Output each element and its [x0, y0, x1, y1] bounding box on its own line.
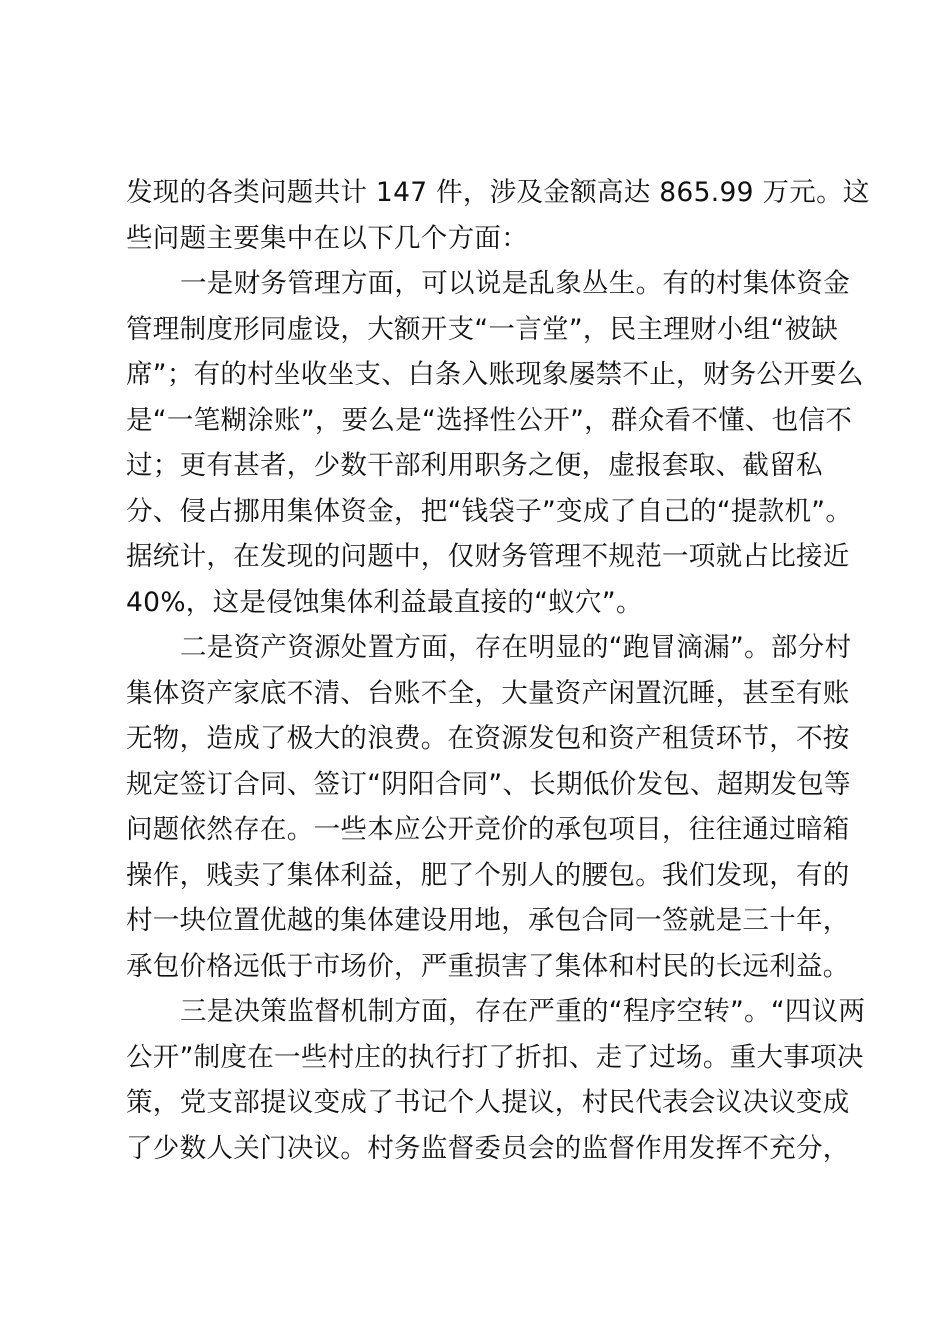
text-line: 规定签订合同、签订“阴阳合同”、长期低价发包、超期发包等: [126, 768, 851, 800]
text-line: 公开”制度在一些村庄的执行打了折扣、走了过场。重大事项决: [126, 1041, 864, 1073]
document-body: [126, 170, 870, 1171]
paragraph-first-line: 三是决策监督机制方面，存在严重的“程序空转”。“四议两: [180, 996, 866, 1027]
text-line: 操作，贱卖了集体利益，肥了个别人的腰包。我们发现，有的: [126, 859, 850, 891]
text-line: 发现的各类问题共计 147 件，涉及金额高达 865.99 万元。这: [126, 177, 870, 208]
text-line: 承包价格远低于市场价，严重损害了集体和村民的长远利益。: [126, 950, 850, 982]
text-line: 策，党支部提议变成了书记个人提议，村民代表会议决议变成: [126, 1087, 850, 1118]
text-line: 了少数人关门决议。村务监督委员会的监督作用发挥不充分，: [126, 1132, 850, 1164]
text-line: 40%，这是侵蚀集体利益最直接的“蚁穴”。: [126, 586, 643, 618]
text-line: 据统计，在发现的问题中，仅财务管理不规范一项就占比接近: [126, 541, 850, 572]
text-line: 村一块位置优越的集体建设用地，承包合同一签就是三十年，: [126, 905, 850, 936]
text-line: 席”；有的村坐收坐支、白条入账现象屡禁不止，财务公开要么: [126, 359, 864, 390]
text-line: 分、侵占挪用集体资金，把“钱袋子”变成了自己的“提款机”。: [126, 495, 853, 527]
text-line: 无物，造成了极大的浪费。在资源发包和资产租赁环节，不按: [126, 723, 850, 754]
paragraph-first-line: 一是财务管理方面，可以说是乱象丛生。有的村集体资金: [180, 268, 850, 299]
text-line: 是“一笔糊涂账”，要么是“选择性公开”，群众看不懂、也信不: [126, 404, 853, 436]
text-line: 管理制度形同虚设，大额开支“一言堂”，民主理财小组“被缺: [126, 313, 839, 345]
text-line: 些问题主要集中在以下几个方面：: [126, 222, 528, 254]
text-line: 过；更有甚者，少数干部利用职务之便，虚报套取、截留私: [126, 450, 823, 481]
text-line: 问题依然存在。一些本应公开竞价的承包项目，往往通过暗箱: [126, 814, 850, 845]
text-line: 集体资产家底不清、台账不全，大量资产闲置沉睡，甚至有账: [126, 677, 850, 709]
paragraph-first-line: 二是资产资源处置方面，存在明显的“跑冒滴漏”。部分村: [180, 632, 852, 663]
